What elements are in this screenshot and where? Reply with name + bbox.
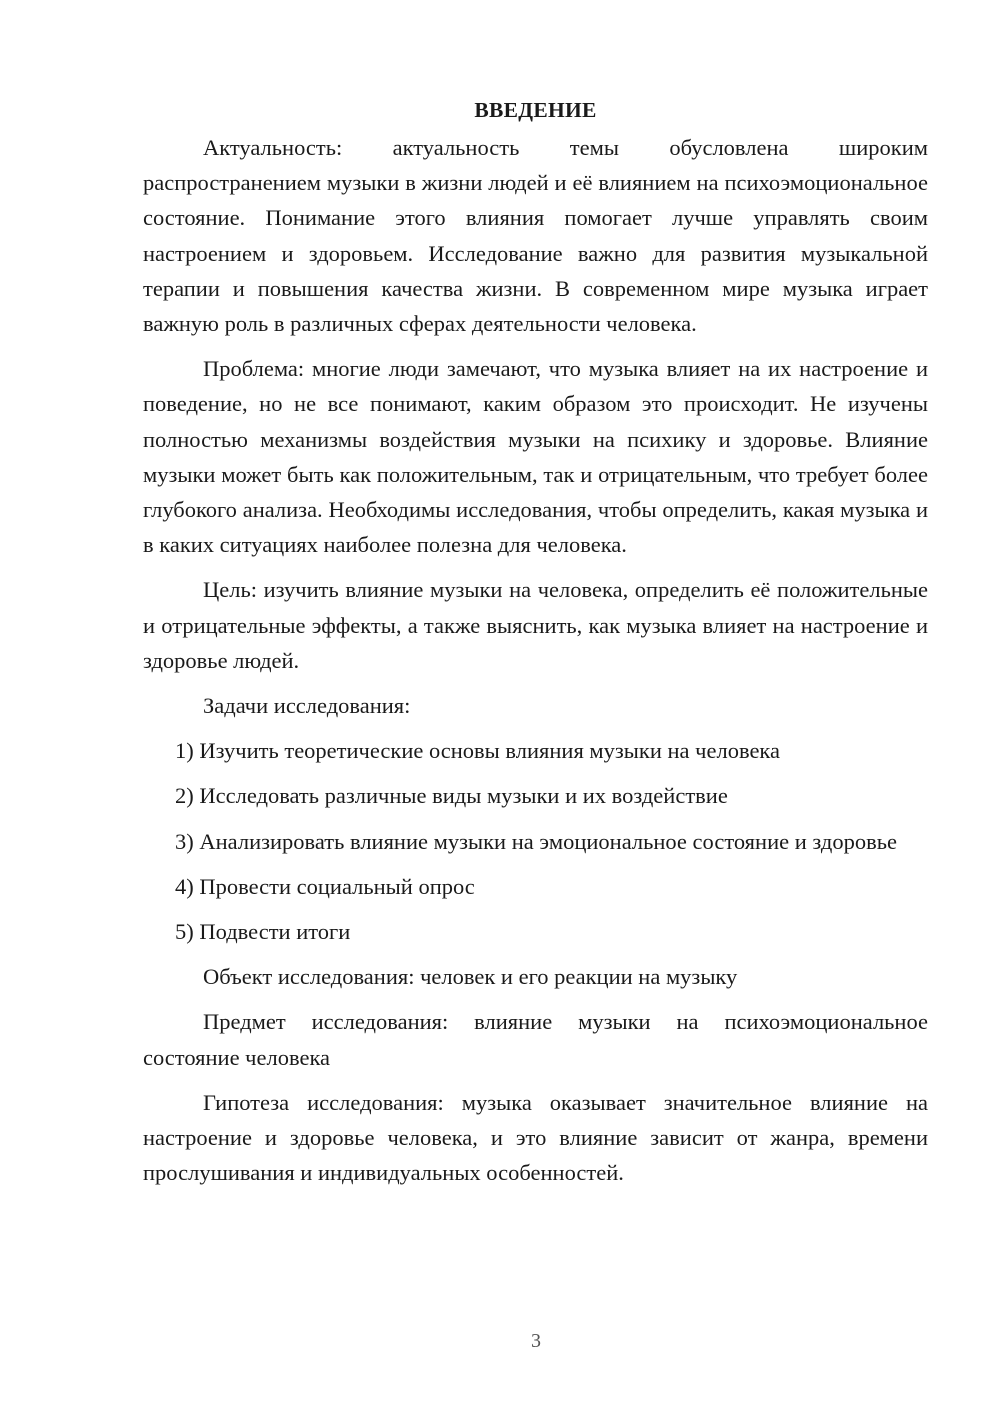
goal-paragraph: Цель: изучить влияние музыки на человека, определить её положительные и отрицательные эффекты, а также выяснить, как музыка влияет на настроение и здоровье людей.	[143, 577, 928, 673]
task-item-2: 2) Исследовать различные виды музыки и их воздействие	[175, 783, 728, 809]
task-item-5: 5) Подвести итоги	[175, 919, 351, 945]
problem-paragraph: Проблема: многие люди замечают, что музыка влияет на их настроение и поведение, но не все понимают, каким образом это происходит. Не изучены полностью механизмы воздействия музыки на психику и здоровье. Влияние музыки может быть как положительным, так и отрицательным, что требует более глубокого анализа. Необходимы исследования, чтобы определить, какая музыка и в каких ситуациях наиболее полезна для человека.	[143, 356, 928, 558]
task-item-1: 1) Изучить теоретические основы влияния музыки на человека	[175, 738, 781, 764]
page-body	[143, 93, 928, 1200]
page-number: 3	[531, 1330, 541, 1352]
subject-paragraph: Предмет исследования: влияние музыки на психоэмоциональное состояние человека	[143, 1009, 928, 1070]
tasks-heading: Задачи исследования:	[203, 693, 411, 719]
hypothesis-paragraph: Гипотеза исследования: музыка оказывает значительное влияние на настроение и здоровье человека, и это влияние зависит от жанра, времени прослушивания и индивидуальных особенностей.	[143, 1089, 928, 1186]
relevance-paragraph: Актуальность: актуальность темы обусловлена широким распространением музыки в жизни людей и её влиянием на психоэмоциональное состояние. Понимание этого влияния помогает лучше управлять своим настроением и здоровьем. Исследование важно для развития музыкальной терапии и повышения качества жизни. В современном мире музыка играет важную роль в различных сферах деятельности человека.	[143, 135, 928, 337]
task-item-3: 3) Анализировать влияние музыки на эмоциональное состояние и здоровье	[175, 828, 897, 854]
tasks-list	[143, 733, 928, 949]
object-paragraph: Объект исследования: человек и его реакции на музыку	[203, 964, 738, 990]
task-item-4: 4) Провести социальный опрос	[175, 873, 475, 899]
section-title: ВВЕДЕНИЕ	[474, 98, 597, 122]
